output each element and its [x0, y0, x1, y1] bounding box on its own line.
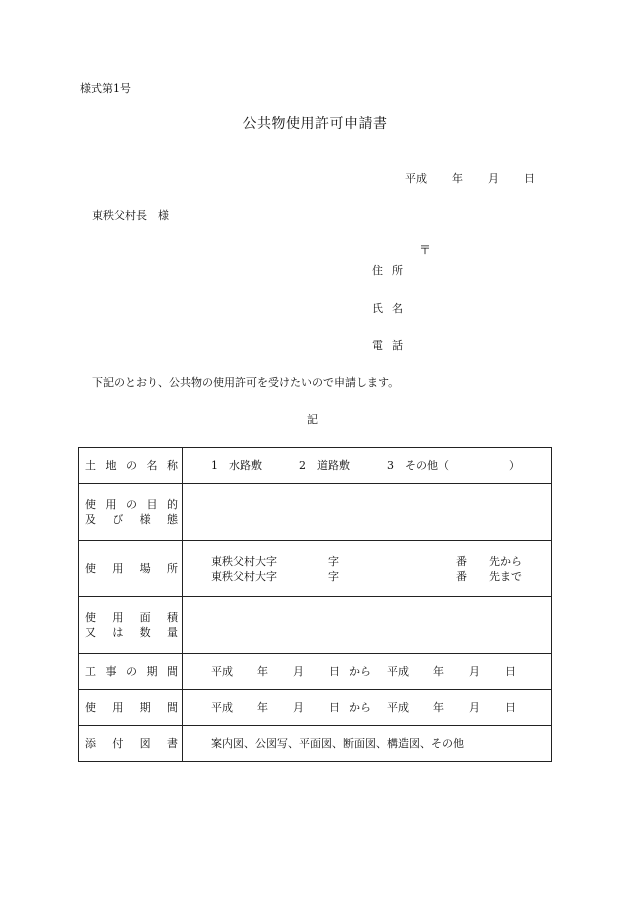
use-period-value[interactable] [183, 690, 552, 726]
attachments-label [79, 726, 183, 762]
end-era: 平成 [387, 665, 409, 678]
end-month-unit: 月 [469, 701, 480, 714]
table-row-land-name [79, 448, 552, 484]
date-year-unit: 年 [452, 172, 463, 185]
from-oaza: 東秩父村大字 [211, 554, 277, 568]
location-value[interactable] [183, 541, 552, 597]
label-char: 所 [166, 562, 178, 575]
option-other-blank[interactable] [469, 458, 509, 473]
label-char: 図 [139, 737, 151, 750]
form-number: 様式第1号 [80, 82, 131, 95]
end-era: 平成 [387, 701, 409, 714]
construction-period-label [79, 654, 183, 690]
option-road[interactable]: 道路敷 [317, 459, 350, 472]
area-label [79, 597, 183, 654]
land-name-label [79, 448, 183, 484]
start-day-unit: 日 [329, 665, 340, 678]
start-year-unit: 年 [257, 701, 268, 714]
start-month-unit: 月 [293, 701, 304, 714]
from-word: から [349, 701, 371, 714]
label-char: 間 [166, 701, 178, 714]
option-2-number: 2 [299, 459, 306, 472]
label-char: 称 [167, 459, 178, 472]
table-row-location [79, 541, 552, 597]
label-char: 付 [112, 737, 124, 750]
end-year-unit: 年 [433, 701, 444, 714]
label-char: 使 [85, 498, 96, 511]
label-char: 使 [85, 562, 96, 575]
start-year-unit: 年 [257, 665, 268, 678]
date-era: 平成 [405, 172, 427, 185]
end-month-unit: 月 [469, 665, 480, 678]
start-era: 平成 [211, 665, 233, 678]
label-char: 又 [85, 626, 96, 639]
label-char: 期 [139, 701, 151, 714]
label-char: 添 [85, 737, 96, 750]
address-label-1: 住 [372, 264, 383, 277]
phone-label-2: 話 [392, 339, 403, 352]
name-label-1: 氏 [372, 302, 383, 315]
option-other[interactable]: その他（ [405, 459, 449, 472]
label-char: は [112, 626, 124, 639]
start-era: 平成 [211, 701, 233, 714]
label-char: 数 [139, 626, 151, 639]
purpose-value[interactable] [183, 484, 552, 541]
label-char: 用 [105, 498, 117, 511]
option-1-number: 1 [211, 459, 218, 472]
label-char: 名 [146, 459, 158, 472]
page-title: 公共物使用許可申請書 [242, 116, 388, 132]
to-ban: 番 [456, 569, 467, 583]
label-char: 地 [105, 459, 117, 472]
end-day-unit: 日 [505, 701, 516, 714]
date-month-unit: 月 [488, 172, 499, 185]
label-char: 土 [85, 459, 96, 472]
from-aza: 字 [328, 554, 339, 568]
date-day-unit: 日 [524, 172, 535, 185]
end-year-unit: 年 [433, 665, 444, 678]
start-day-unit: 日 [329, 701, 340, 714]
name-label-2: 名 [392, 302, 403, 315]
label-char: 事 [105, 665, 117, 678]
table-row-purpose [79, 484, 552, 541]
from-ban: 番 [456, 554, 467, 568]
label-char: び [112, 513, 124, 526]
label-char: 期 [146, 665, 158, 678]
label-char: 書 [166, 737, 178, 750]
to-oaza: 東秩父村大字 [211, 569, 277, 583]
option-3-number: 3 [387, 459, 394, 472]
ki-heading: 記 [307, 413, 318, 426]
location-to-line [211, 569, 551, 584]
label-char: 用 [112, 611, 124, 624]
table-row-attachments [79, 726, 552, 762]
label-char: 間 [167, 665, 178, 678]
option-waterway[interactable]: 水路敷 [229, 459, 262, 472]
label-char: 用 [112, 701, 124, 714]
option-other-close: ） [509, 459, 520, 472]
addressee: 東秩父村長 様 [92, 209, 169, 222]
intro-text: 下記のとおり、公共物の使用許可を受けたいので申請します。 [92, 376, 400, 389]
from-saki: 先から [489, 554, 522, 568]
from-word: から [349, 665, 371, 678]
label-char: の [126, 459, 137, 472]
construction-period-value[interactable] [183, 654, 552, 690]
label-char: 的 [167, 498, 178, 511]
end-day-unit: 日 [505, 665, 516, 678]
use-period-label [79, 690, 183, 726]
label-char: 態 [166, 513, 178, 526]
land-name-value[interactable] [183, 448, 552, 484]
label-char: 様 [139, 513, 151, 526]
label-char: 使 [85, 701, 96, 714]
table-row-construction-period [79, 654, 552, 690]
start-month-unit: 月 [293, 665, 304, 678]
to-aza: 字 [328, 569, 339, 583]
area-value[interactable] [183, 597, 552, 654]
label-char: の [126, 665, 137, 678]
address-label-2: 所 [392, 264, 403, 277]
location-from-line [211, 554, 551, 569]
phone-label-1: 電 [372, 339, 383, 352]
table-row-use-period [79, 690, 552, 726]
label-char: 工 [85, 665, 96, 678]
table-row-area [79, 597, 552, 654]
label-char: 面 [139, 611, 151, 624]
location-label [79, 541, 183, 597]
to-saki: 先まで [489, 569, 522, 583]
label-char: 及 [85, 513, 96, 526]
attachments-value[interactable]: 案内図、公図写、平面図、断面図、構造図、その他 [183, 726, 552, 762]
postal-mark: 〒 [419, 243, 432, 257]
label-char: 積 [166, 611, 178, 624]
label-char: 目 [146, 498, 158, 511]
label-char: 量 [166, 626, 178, 639]
label-char: 場 [139, 562, 151, 575]
purpose-label [79, 484, 183, 541]
label-char: の [126, 498, 137, 511]
label-char: 用 [112, 562, 124, 575]
application-details-table [78, 447, 552, 762]
label-char: 使 [85, 611, 96, 624]
